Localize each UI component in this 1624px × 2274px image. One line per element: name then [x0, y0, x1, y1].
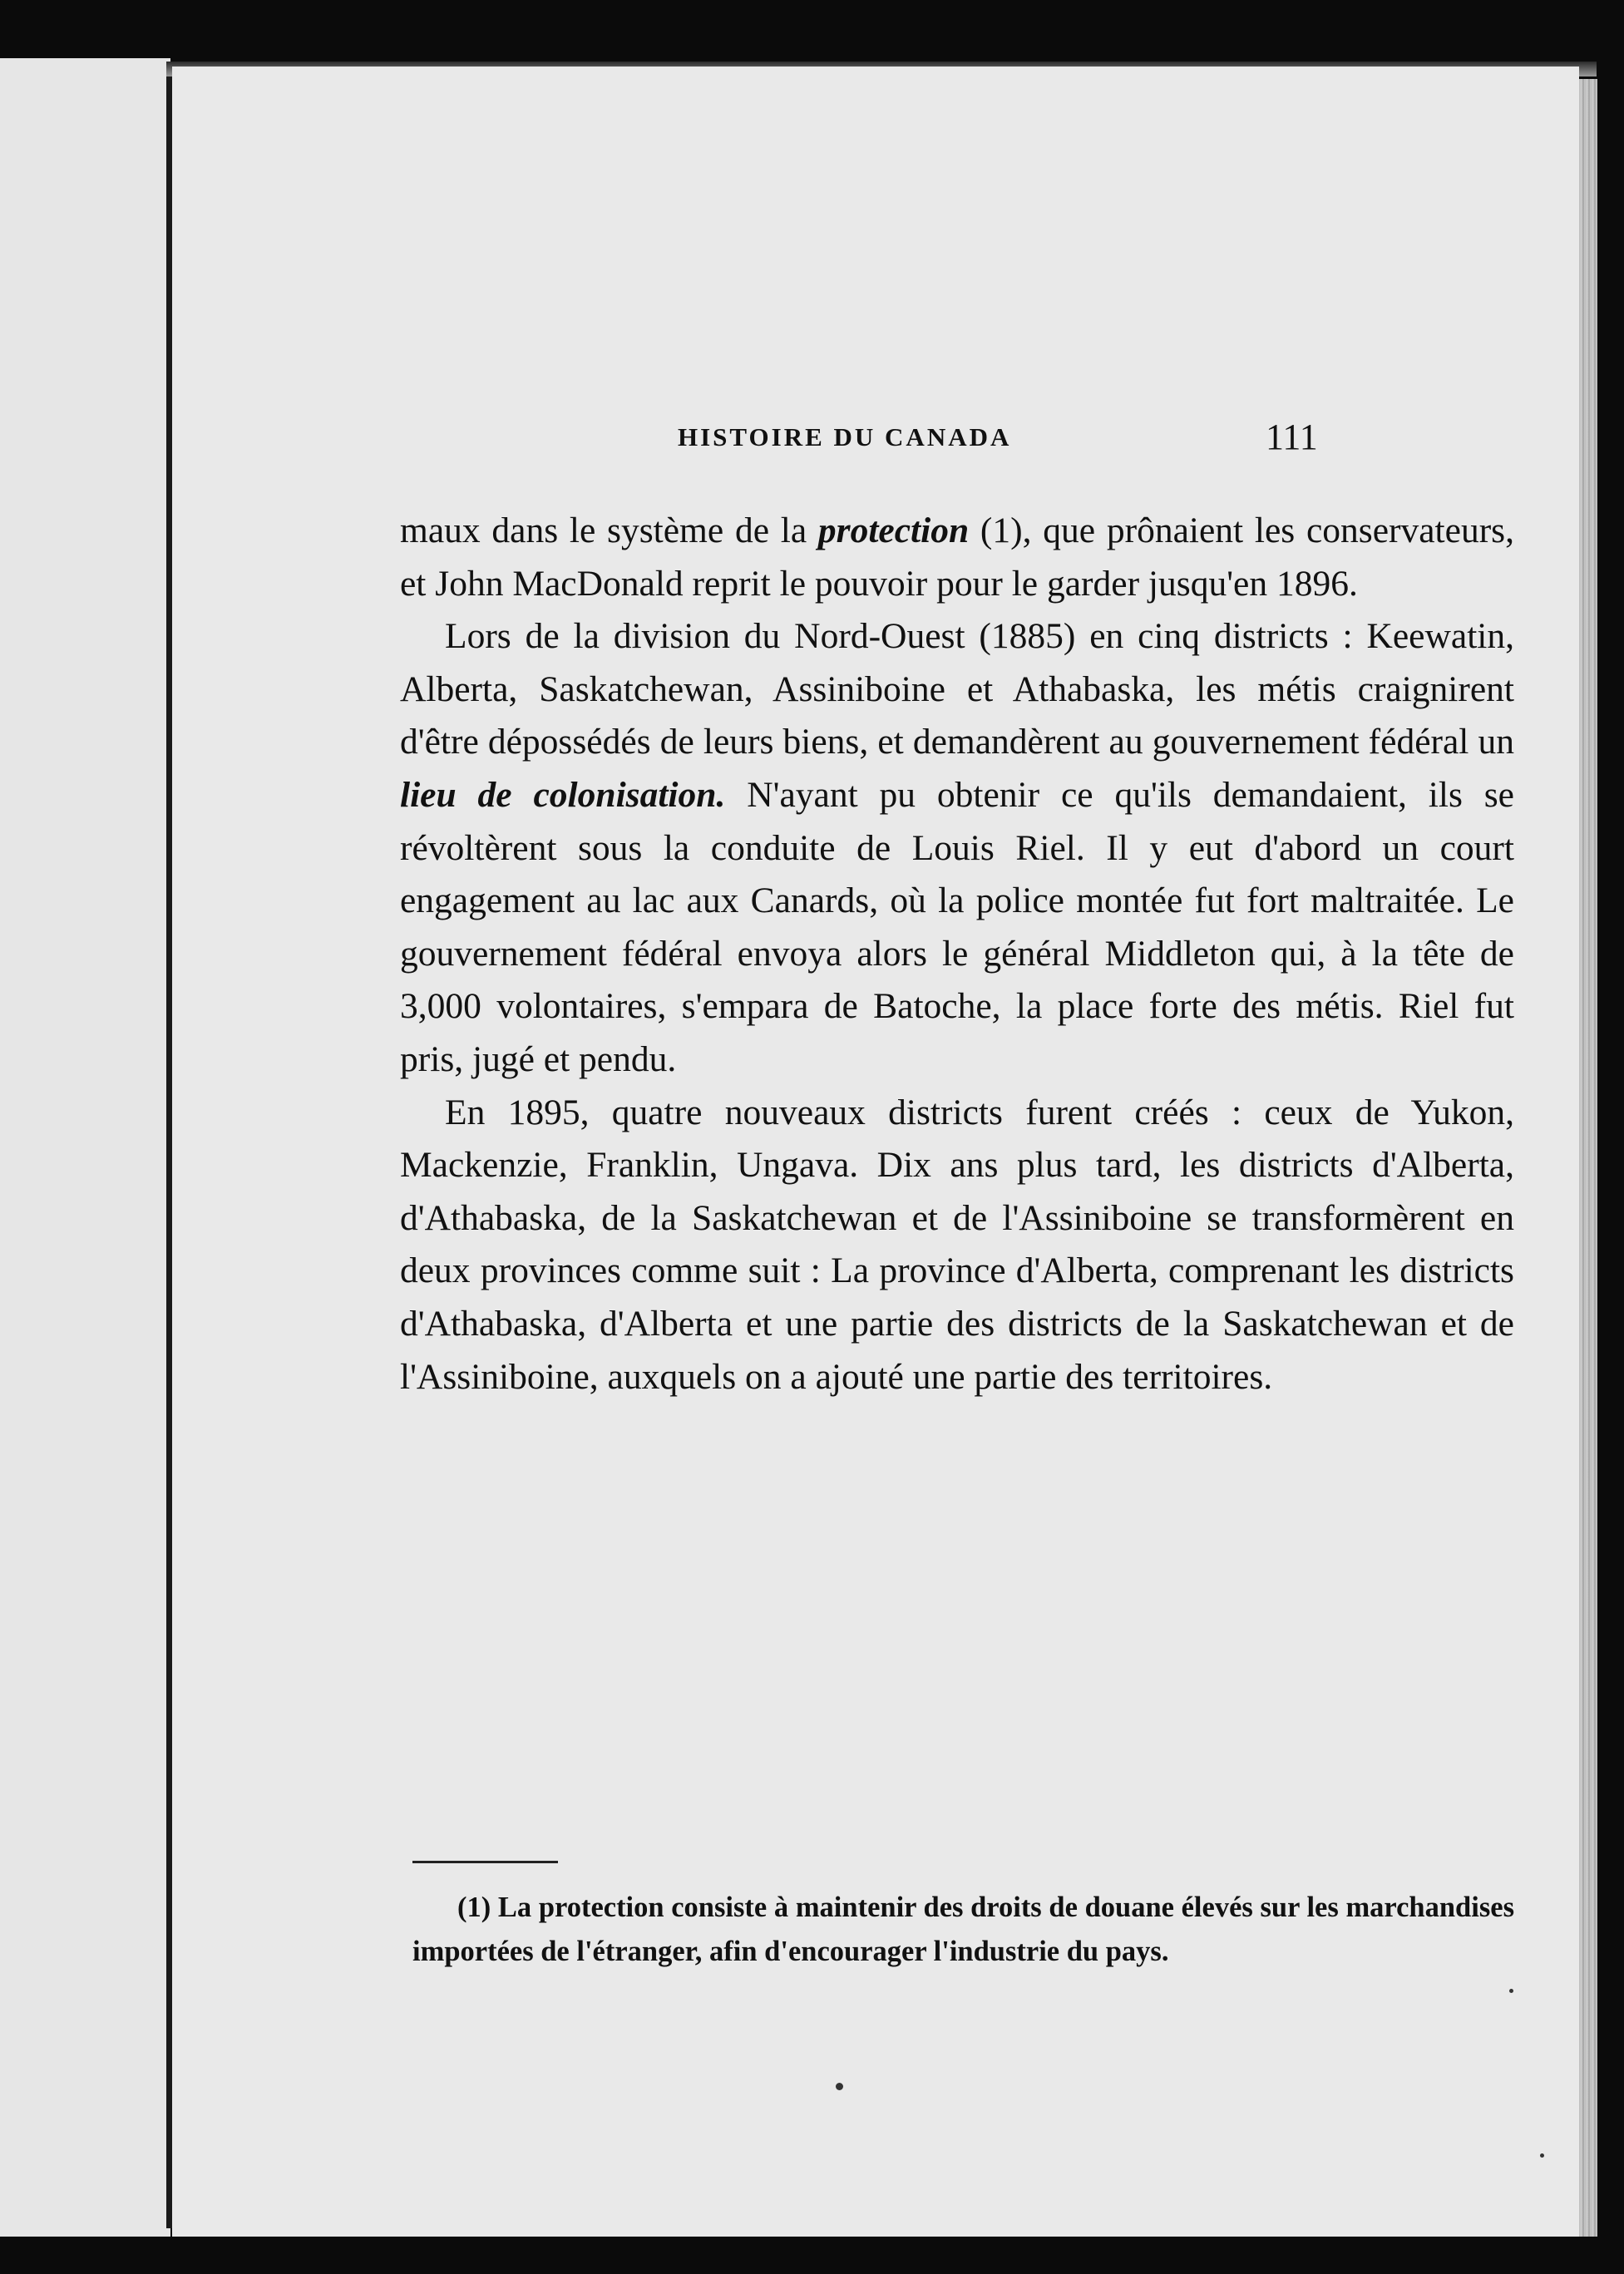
book-spine [166, 67, 172, 2228]
paragraph-2-text-a: Lors de la division du Nord-Ouest (1885) en cinq districts : Keewatin, Alberta, Saskatchewan, Assiniboine et Athabaska, les métis craignirent d'être dépossédés de leurs biens, et demandèrent au gouvernement fédéral un [400, 616, 1514, 762]
paragraph-1 [400, 505, 1514, 610]
running-title: HISTOIRE DU CANADA [678, 422, 1012, 451]
paragraph-1-emphasis: protection [817, 511, 970, 550]
print-speck [836, 2083, 843, 2090]
left-page-edge [0, 58, 170, 2237]
print-speck [1540, 2153, 1544, 2158]
paragraph-2 [400, 610, 1514, 1086]
paragraph-1-text-a: maux dans le système de la [400, 511, 818, 550]
body-text [400, 505, 1514, 1403]
footnote: (1) La protection consiste à maintenir des droits de douane élevés sur les marchandises importées de l'étranger, afin d'encourager l'industrie du pays. [412, 1892, 1514, 1967]
print-speck [1509, 1989, 1513, 1993]
page-number: 111 [1266, 417, 1318, 457]
right-page-edges [1579, 79, 1597, 2237]
book-page [172, 67, 1579, 2237]
footnote-divider [412, 1861, 558, 1863]
paragraph-2-text-b: N'ayant pu obtenir ce qu'ils demandaient, ils se révoltèrent sous la conduite de Louis Riel. Il y eut d'abord un court engagement au lac aux Canards, où la police montée fut fort maltraitée. Le gouvernement fédéral envoya alors le général Middleton qui, à la tête de 3,000 volontaires, s'empara de Batoche, la place forte des métis. Riel fut pris, jugé et pendu. [400, 774, 1514, 1079]
paragraph-2-emphasis: lieu de colonisation. [400, 774, 726, 815]
paragraph-3: En 1895, quatre nouveaux districts furent créés : ceux de Yukon, Mackenzie, Franklin, Ungava. Dix ans plus tard, les districts d'Alberta, d'Athabaska, de la Saskatchewan et de l'Assiniboine se transformèrent en deux provinces comme suit : La province d'Alberta, comprenant les districts d'Athabaska, d'Alberta et une partie des districts de la Saskatchewan et de l'Assiniboine, auxquels on a ajouté une partie des territoires. [400, 1092, 1514, 1397]
paragraph-1-text-b: (1), que prônaient les conservateurs, et John MacDonald reprit le pouvoir pour le garder jusqu'en 1896. [400, 511, 1514, 604]
page-header [172, 416, 1579, 466]
